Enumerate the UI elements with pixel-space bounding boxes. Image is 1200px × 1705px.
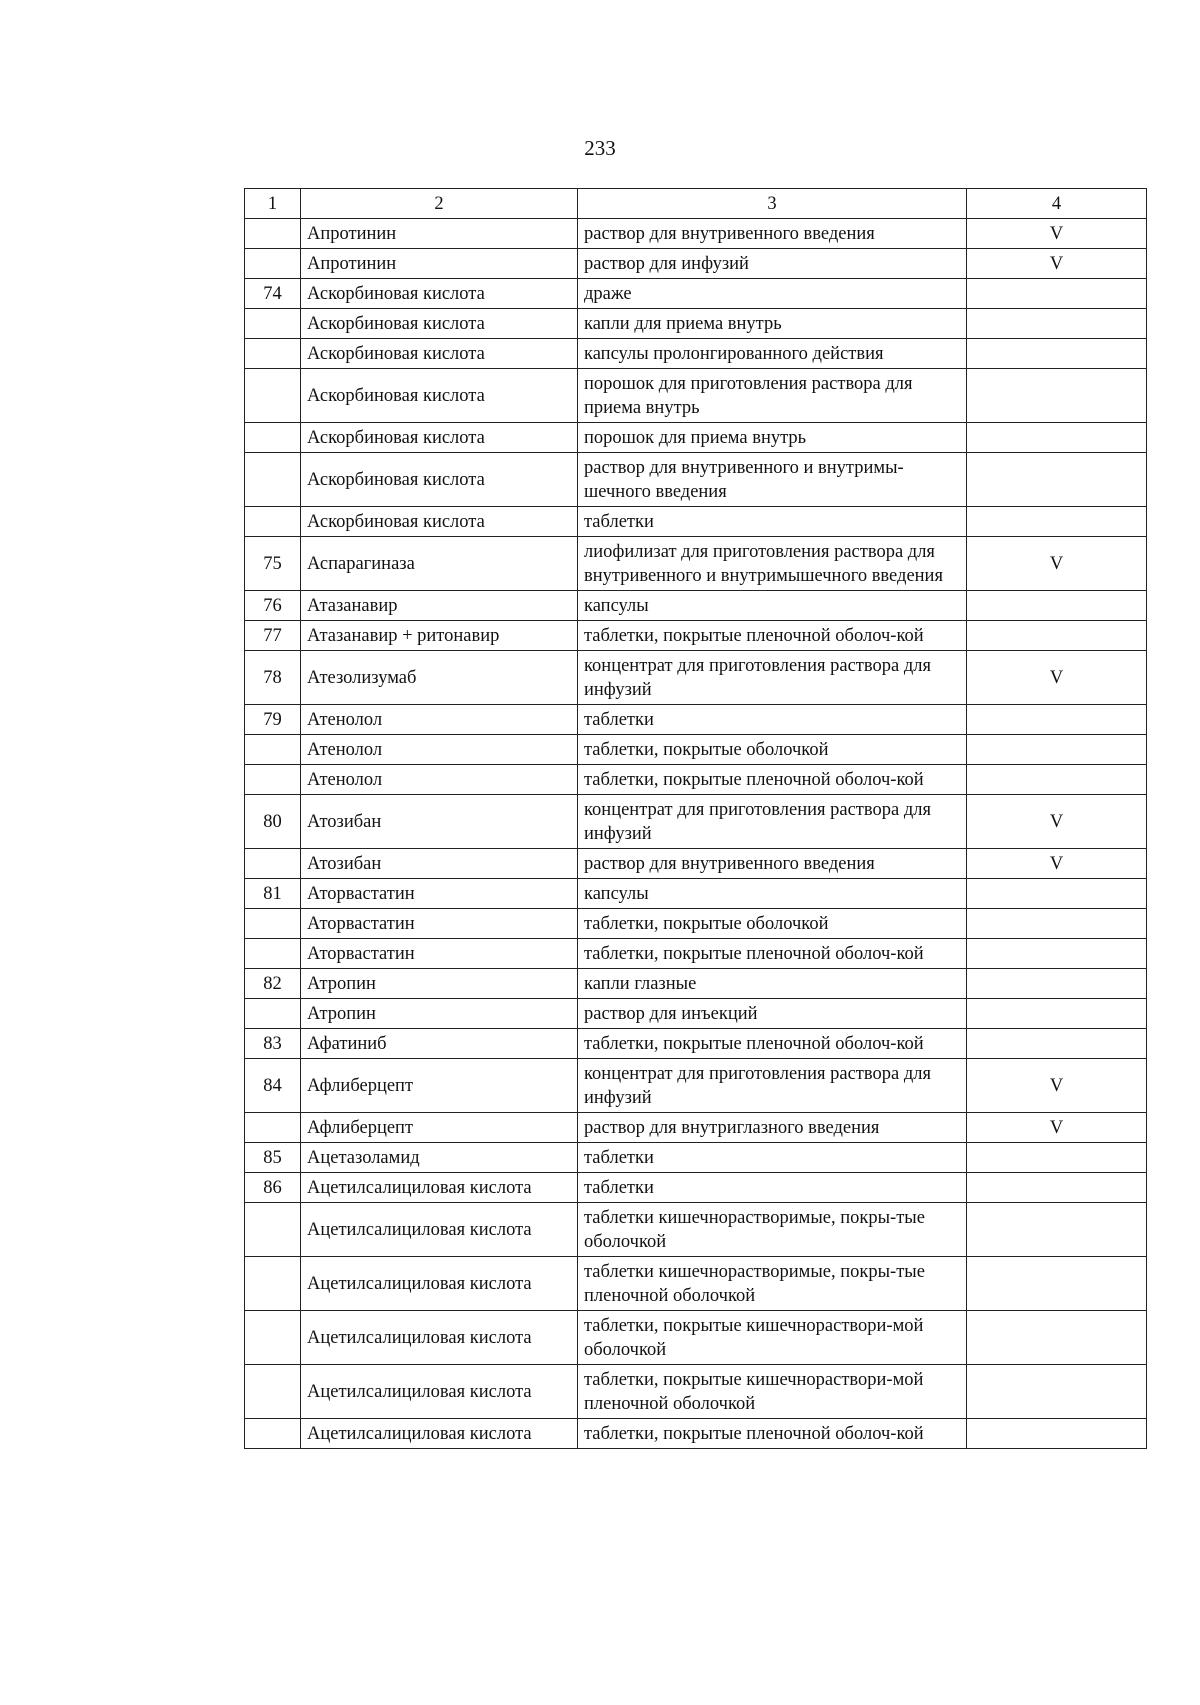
table-row [245,765,1147,795]
drug-name-cell: Аскорбиновая кислота [301,369,578,423]
mark-cell [967,1419,1147,1449]
table-row [245,1419,1147,1449]
row-number-cell [245,309,301,339]
table-body [245,219,1147,1449]
dosage-form-cell: таблетки, покрытые кишечнораствори-мой оболочкой [578,1311,967,1365]
row-number-cell: 85 [245,1143,301,1173]
mark-cell: V [967,1059,1147,1113]
table-row [245,1029,1147,1059]
row-number-cell: 76 [245,591,301,621]
drug-name-cell: Атозибан [301,795,578,849]
table-row [245,591,1147,621]
dosage-form-cell: таблетки [578,507,967,537]
row-number-cell [245,453,301,507]
dosage-form-cell: драже [578,279,967,309]
mark-cell [967,1143,1147,1173]
header-row [245,189,1147,219]
dosage-form-cell: раствор для внутриглазного введения [578,1113,967,1143]
dosage-form-cell: таблетки, покрытые кишечнораствори-мой пленочной оболочкой [578,1365,967,1419]
drug-name-cell: Аторвастатин [301,909,578,939]
dosage-form-cell: капсулы [578,879,967,909]
dosage-form-cell: концентрат для приготовления раствора для инфузий [578,1059,967,1113]
dosage-form-cell: таблетки кишечнорастворимые, покры-тые оболочкой [578,1203,967,1257]
row-number-cell: 79 [245,705,301,735]
dosage-form-cell: капли глазные [578,969,967,999]
table-row [245,795,1147,849]
row-number-cell [245,849,301,879]
table-row [245,309,1147,339]
row-number-cell: 75 [245,537,301,591]
dosage-form-cell: таблетки [578,1143,967,1173]
row-number-cell [245,1365,301,1419]
drug-name-cell: Афлиберцепт [301,1059,578,1113]
dosage-form-cell: таблетки [578,1173,967,1203]
table-row [245,969,1147,999]
drug-name-cell: Атезолизумаб [301,651,578,705]
mark-cell [967,279,1147,309]
table-row [245,1365,1147,1419]
drug-name-cell: Ацетилсалициловая кислота [301,1257,578,1311]
mark-cell [967,621,1147,651]
mark-cell [967,1257,1147,1311]
dosage-form-cell: таблетки кишечнорастворимые, покры-тые пленочной оболочкой [578,1257,967,1311]
table-row [245,621,1147,651]
drug-name-cell: Атенолол [301,735,578,765]
row-number-cell [245,423,301,453]
drug-name-cell: Аторвастатин [301,879,578,909]
mark-cell [967,1173,1147,1203]
mark-cell [967,1203,1147,1257]
row-number-cell [245,999,301,1029]
drug-name-cell: Ацетилсалициловая кислота [301,1173,578,1203]
mark-cell [967,735,1147,765]
header-col-2: 2 [301,189,578,219]
drug-name-cell: Апротинин [301,249,578,279]
dosage-form-cell: капсулы пролонгированного действия [578,339,967,369]
table-row [245,279,1147,309]
dosage-form-cell: концентрат для приготовления раствора для инфузий [578,795,967,849]
dosage-form-cell: капли для приема внутрь [578,309,967,339]
dosage-form-cell: таблетки, покрытые пленочной оболоч-кой [578,1419,967,1449]
row-number-cell [245,507,301,537]
drug-name-cell: Атозибан [301,849,578,879]
table-row [245,909,1147,939]
header-col-1: 1 [245,189,301,219]
row-number-cell: 83 [245,1029,301,1059]
dosage-form-cell: раствор для внутривенного и внутримы-шечного введения [578,453,967,507]
mark-cell: V [967,249,1147,279]
mark-cell [967,591,1147,621]
drug-name-cell: Ацетазоламид [301,1143,578,1173]
drug-name-cell: Атазанавир + ритонавир [301,621,578,651]
mark-cell [967,969,1147,999]
row-number-cell: 84 [245,1059,301,1113]
row-number-cell [245,909,301,939]
dosage-form-cell: раствор для внутривенного введения [578,219,967,249]
row-number-cell: 81 [245,879,301,909]
mark-cell [967,1365,1147,1419]
drug-name-cell: Атропин [301,999,578,1029]
row-number-cell [245,1203,301,1257]
table-row [245,1173,1147,1203]
dosage-form-cell: концентрат для приготовления раствора для инфузий [578,651,967,705]
dosage-form-cell: таблетки, покрытые оболочкой [578,909,967,939]
row-number-cell [245,369,301,423]
mark-cell [967,369,1147,423]
drug-name-cell: Апротинин [301,219,578,249]
row-number-cell [245,1419,301,1449]
table-row [245,249,1147,279]
table-row [245,1311,1147,1365]
mark-cell [967,939,1147,969]
drug-name-cell: Атенолол [301,705,578,735]
mark-cell [967,423,1147,453]
drug-name-cell: Аскорбиновая кислота [301,309,578,339]
dosage-form-cell: раствор для инъекций [578,999,967,1029]
table-row [245,879,1147,909]
table-row [245,219,1147,249]
drug-name-cell: Аскорбиновая кислота [301,423,578,453]
drug-name-cell: Аскорбиновая кислота [301,453,578,507]
row-number-cell [245,1257,301,1311]
drug-name-cell: Аскорбиновая кислота [301,339,578,369]
dosage-form-cell: таблетки, покрытые пленочной оболоч-кой [578,621,967,651]
header-col-4: 4 [967,189,1147,219]
drug-name-cell: Атропин [301,969,578,999]
dosage-form-cell: раствор для инфузий [578,249,967,279]
dosage-form-cell: раствор для внутривенного введения [578,849,967,879]
mark-cell: V [967,537,1147,591]
drug-name-cell: Ацетилсалициловая кислота [301,1419,578,1449]
drug-name-cell: Ацетилсалициловая кислота [301,1365,578,1419]
mark-cell: V [967,849,1147,879]
table-row [245,1059,1147,1113]
row-number-cell [245,339,301,369]
drug-name-cell: Атазанавир [301,591,578,621]
table-row [245,507,1147,537]
dosage-form-cell: порошок для приготовления раствора для приема внутрь [578,369,967,423]
drug-name-cell: Ацетилсалициловая кислота [301,1203,578,1257]
mark-cell [967,507,1147,537]
dosage-form-cell: капсулы [578,591,967,621]
table-row [245,849,1147,879]
dosage-form-cell: таблетки, покрытые оболочкой [578,735,967,765]
dosage-form-cell: лиофилизат для приготовления раствора для внутривенного и внутримышечного введения [578,537,967,591]
dosage-form-cell: таблетки [578,705,967,735]
row-number-cell [245,249,301,279]
mark-cell [967,909,1147,939]
mark-cell: V [967,219,1147,249]
mark-cell: V [967,651,1147,705]
drug-name-cell: Афлиберцепт [301,1113,578,1143]
table-row [245,651,1147,705]
table-row [245,369,1147,423]
row-number-cell [245,735,301,765]
drug-table [244,188,1147,1449]
table-row [245,735,1147,765]
drug-name-cell: Атенолол [301,765,578,795]
drug-name-cell: Аскорбиновая кислота [301,507,578,537]
mark-cell: V [967,795,1147,849]
row-number-cell [245,765,301,795]
mark-cell [967,999,1147,1029]
dosage-form-cell: таблетки, покрытые пленочной оболоч-кой [578,1029,967,1059]
table-header [245,189,1147,219]
row-number-cell: 74 [245,279,301,309]
table-row [245,423,1147,453]
mark-cell [967,879,1147,909]
row-number-cell: 82 [245,969,301,999]
mark-cell [967,1311,1147,1365]
table-row [245,1203,1147,1257]
drug-name-cell: Ацетилсалициловая кислота [301,1311,578,1365]
table-row [245,453,1147,507]
table-row [245,537,1147,591]
row-number-cell: 78 [245,651,301,705]
drug-name-cell: Афатиниб [301,1029,578,1059]
row-number-cell [245,1311,301,1365]
table-row [245,939,1147,969]
row-number-cell: 86 [245,1173,301,1203]
drug-name-cell: Аскорбиновая кислота [301,279,578,309]
table-row [245,1257,1147,1311]
table-row [245,705,1147,735]
mark-cell [967,705,1147,735]
row-number-cell [245,219,301,249]
row-number-cell [245,939,301,969]
table-row [245,339,1147,369]
mark-cell [967,765,1147,795]
mark-cell: V [967,1113,1147,1143]
dosage-form-cell: таблетки, покрытые пленочной оболоч-кой [578,939,967,969]
dosage-form-cell: таблетки, покрытые пленочной оболоч-кой [578,765,967,795]
mark-cell [967,309,1147,339]
table-row [245,1113,1147,1143]
mark-cell [967,453,1147,507]
mark-cell [967,1029,1147,1059]
row-number-cell: 80 [245,795,301,849]
table-row [245,1143,1147,1173]
row-number-cell [245,1113,301,1143]
page-number: 233 [584,136,616,160]
row-number-cell: 77 [245,621,301,651]
table-row [245,999,1147,1029]
drug-name-cell: Аторвастатин [301,939,578,969]
mark-cell [967,339,1147,369]
dosage-form-cell: порошок для приема внутрь [578,423,967,453]
header-col-3: 3 [578,189,967,219]
drug-name-cell: Аспарагиназа [301,537,578,591]
